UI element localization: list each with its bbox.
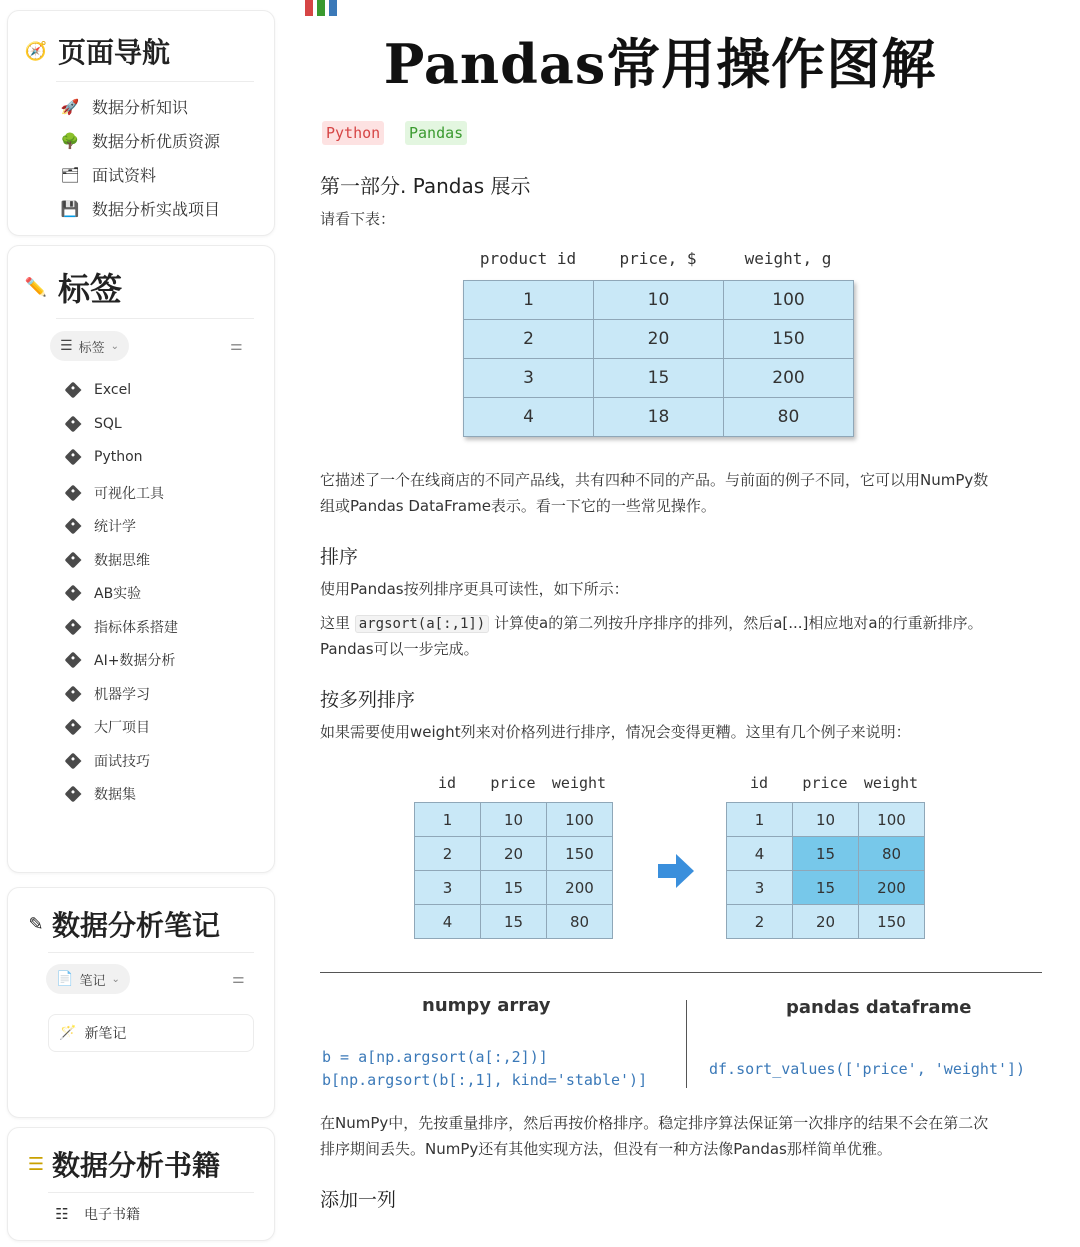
new-note-button[interactable] (48, 1014, 254, 1052)
tag-item-data-thinking[interactable] (64, 550, 150, 570)
right-col-header-weight: weight (863, 774, 919, 792)
tag-item-excel[interactable] (64, 382, 131, 398)
intro-text: 请看下表： (320, 210, 396, 228)
table-row (415, 871, 613, 905)
table-cell: 4 (727, 837, 793, 871)
tag-icon (64, 586, 82, 600)
sort-paragraph-2 (320, 610, 1040, 637)
table-cell: 100 (859, 803, 925, 837)
table-cell: 100 (724, 281, 854, 320)
table-cell: 150 (547, 837, 613, 871)
left-col-header-weight: weight (551, 774, 607, 792)
tag-item-metrics[interactable] (64, 617, 178, 637)
table-cell-highlighted: 200 (859, 871, 925, 905)
table-cell: 2 (415, 837, 481, 871)
tag-item-visualization[interactable] (64, 483, 164, 503)
tag-icon (64, 519, 82, 533)
table-cell-highlighted: 80 (859, 837, 925, 871)
tag-icon (64, 486, 82, 500)
nav-item-label: 数据分析实战项目 (92, 200, 221, 219)
tag-icon (64, 754, 82, 768)
tag-item-sql[interactable] (64, 416, 122, 432)
sliders-icon[interactable]: ⚌ (230, 338, 243, 354)
note-icon: 📄 (56, 971, 74, 987)
tags-card (7, 245, 275, 873)
books-item-label: 电子书籍 (84, 1207, 140, 1223)
numpy-code-line-1: b = a[np.argsort(a[:,2])] (322, 1048, 548, 1066)
table-cell: 10 (793, 803, 859, 837)
books-card (7, 1127, 275, 1241)
tag-icon (64, 417, 82, 431)
sorted-table (726, 802, 925, 939)
sort-p2-suffix: 计算使a的第二列按升序排序的排列，然后a[...]相应地对a的行重新排序。 (494, 614, 983, 632)
list-icon: ☰ (60, 338, 73, 354)
tag-item-datasets[interactable] (64, 784, 136, 804)
inline-code: argsort(a[:,1]) (355, 615, 489, 633)
tag-label: SQL (94, 416, 122, 432)
nav-title-text: 页面导航 (58, 36, 171, 69)
right-col-header-price: price (802, 774, 848, 792)
notes-filter-label: 笔记 (79, 973, 106, 989)
arrow-right-icon (656, 852, 696, 890)
tag-label: 指标体系搭建 (94, 620, 178, 636)
description-line-1: 它描述了一个在线商店的不同产品线，共有四种不同的产品。与前面的例子不同，它可以用NumPy数 (320, 471, 989, 489)
tag-label: 可视化工具 (94, 486, 164, 502)
unsorted-table (414, 802, 613, 939)
checklist-icon: ☷ (55, 1205, 69, 1223)
books-divider (48, 1192, 254, 1193)
table-row (727, 837, 925, 871)
multi-sort-paragraph: 如果需要使用weight列来对价格列进行排序，情况会变得更糟。这里有几个例子来说明： (320, 723, 911, 741)
pen-icon: ✎ (28, 913, 44, 935)
table-row (464, 281, 854, 320)
col-header-weight: weight, g (744, 249, 832, 268)
tree-icon: 🌳 (60, 131, 80, 150)
tag-icon (64, 450, 82, 464)
table-cell: 1 (464, 281, 594, 320)
right-col-header-id: id (749, 774, 769, 792)
tag-label: Excel (94, 382, 132, 398)
table-cell: 80 (724, 398, 854, 437)
numpy-code-line-2: b[np.argsort(b[:,1], kind='stable')] (322, 1071, 648, 1089)
table-cell: 4 (464, 398, 594, 437)
pandas-code: df.sort_values(['price', 'weight']) (709, 1060, 1026, 1078)
tag-label: AI+数据分析 (94, 653, 176, 669)
tag-icon (64, 787, 82, 801)
tag-label: 机器学习 (94, 687, 150, 703)
table-row (415, 905, 613, 939)
pandas-caption: pandas dataframe (786, 997, 972, 1018)
notes-divider (48, 952, 254, 953)
description-line-2: 组或Pandas DataFrame表示。看一下它的一些常见操作。 (320, 497, 716, 515)
logo-icon (305, 0, 353, 16)
tag-pen-icon: ✏️ (24, 276, 48, 298)
table-cell: 1 (415, 803, 481, 837)
table-cell: 2 (727, 905, 793, 939)
left-col-header-price: price (490, 774, 536, 792)
sort-heading: 排序 (320, 546, 359, 568)
multi-sort-heading: 按多列排序 (320, 689, 416, 711)
tag-label: Python (94, 449, 143, 465)
tag-icon (64, 720, 82, 734)
col-header-product-id: product id (479, 249, 577, 268)
notes-title-text: 数据分析笔记 (52, 909, 221, 942)
tag-label: 数据集 (94, 787, 136, 803)
table-cell: 20 (481, 837, 547, 871)
table-row (464, 359, 854, 398)
nav-item-label: 数据分析优质资源 (92, 132, 221, 151)
product-table (463, 280, 854, 437)
table-cell: 150 (724, 320, 854, 359)
nav-card-title (24, 31, 170, 71)
notes-card (7, 887, 275, 1118)
tag-label: 统计学 (94, 519, 136, 535)
nav-item-knowledge[interactable] (60, 95, 188, 118)
tag-item-ai-analysis[interactable] (64, 650, 175, 670)
table-cell: 20 (594, 320, 724, 359)
sort-paragraph-2-line-2: Pandas可以一步完成。 (320, 640, 479, 658)
divider (320, 972, 1042, 973)
table-cell: 150 (859, 905, 925, 939)
nav-item-label: 数据分析知识 (92, 98, 189, 117)
tags-divider (56, 318, 254, 319)
table-cell: 15 (481, 905, 547, 939)
table-cell: 20 (793, 905, 859, 939)
badge-pandas[interactable]: Pandas (405, 121, 467, 145)
tag-icon (64, 620, 82, 634)
numpy-caption: numpy array (422, 995, 551, 1016)
table-row (415, 837, 613, 871)
table-cell: 4 (415, 905, 481, 939)
nav-item-resources[interactable] (60, 129, 220, 152)
nav-item-interview[interactable] (60, 163, 156, 186)
table-cell: 10 (594, 281, 724, 320)
table-cell: 1 (727, 803, 793, 837)
books-item-ebooks[interactable] (52, 1204, 140, 1224)
tag-item-ml[interactable] (64, 684, 150, 704)
chevron-down-icon: ⌄ (111, 973, 120, 985)
table-cell: 15 (481, 871, 547, 905)
tag-label: 数据思维 (94, 553, 150, 569)
tag-label: AB实验 (94, 586, 142, 602)
tag-icon (64, 653, 82, 667)
badge-python[interactable]: Python (322, 121, 384, 145)
tag-icon (64, 553, 82, 567)
table-cell: 3 (464, 359, 594, 398)
sliders-icon[interactable]: ⚌ (232, 971, 245, 987)
table-cell: 200 (724, 359, 854, 398)
tag-icon (64, 687, 82, 701)
left-col-header-id: id (437, 774, 457, 792)
notes-filter-pill[interactable] (46, 964, 130, 994)
tag-item-statistics[interactable] (64, 516, 136, 536)
table-row (415, 803, 613, 837)
tags-card-title (24, 264, 122, 310)
nav-item-projects[interactable] (60, 197, 220, 220)
floppy-icon: 💾 (60, 199, 80, 218)
stable-sort-line-1: 在NumPy中，先按重量排序，然后再按价格排序。稳定排序算法保证第一次排序的结果不会在第二次 (320, 1114, 989, 1132)
tag-label: 面试技巧 (94, 754, 150, 770)
nav-item-label: 面试资料 (92, 166, 157, 185)
table-row (727, 905, 925, 939)
books-title-text: 数据分析书籍 (52, 1149, 221, 1182)
table-row (727, 871, 925, 905)
nav-card (7, 10, 275, 236)
rocket-icon: 🚀 (60, 97, 80, 116)
table-row (464, 398, 854, 437)
table-cell: 2 (464, 320, 594, 359)
tags-filter-pill[interactable] (50, 331, 129, 361)
tag-label: 大厂项目 (94, 720, 150, 736)
table-cell: 15 (594, 359, 724, 398)
sort-p2-prefix: 这里 (320, 614, 351, 632)
tag-icon (64, 383, 82, 397)
checklist-icon: ☰ (27, 1153, 45, 1175)
table-cell: 10 (481, 803, 547, 837)
tag-item-big-projects[interactable] (64, 717, 150, 737)
table-row (727, 803, 925, 837)
table-cell: 100 (547, 803, 613, 837)
stable-sort-line-2: 排序期间丢失。NumPy还有其他实现方法，但没有一种方法像Pandas那样简单优雅。 (320, 1140, 892, 1158)
new-note-label: 新笔记 (84, 1026, 127, 1042)
chevron-down-icon: ⌄ (110, 340, 119, 352)
vertical-divider (686, 1000, 687, 1088)
table-cell: 18 (594, 398, 724, 437)
table-cell: 3 (727, 871, 793, 905)
tags-title-text: 标签 (58, 270, 123, 308)
table-cell: 3 (415, 871, 481, 905)
table-cell-highlighted: 15 (793, 871, 859, 905)
compass-icon: 🧭 (24, 40, 48, 62)
tags-filter-label: 标签 (78, 340, 105, 356)
table-cell: 200 (547, 871, 613, 905)
tag-item-interview-tips[interactable] (64, 751, 150, 771)
notes-card-title (24, 904, 220, 944)
nav-divider (56, 81, 254, 82)
sort-paragraph-1: 使用Pandas按列排序更具可读性，如下所示： (320, 580, 629, 598)
tag-item-python[interactable] (64, 449, 143, 465)
books-card-title (24, 1144, 220, 1184)
tag-item-ab-test[interactable] (64, 583, 141, 603)
magic-wand-icon: 🪄 (59, 1025, 77, 1041)
document-icon: 🗂 (60, 165, 80, 184)
table-cell: 80 (547, 905, 613, 939)
section1-heading: 第一部分. Pandas 展示 (320, 174, 531, 198)
add-column-heading: 添加一列 (320, 1189, 397, 1211)
page-title: Pandas常用操作图解 (383, 32, 937, 96)
table-cell-highlighted: 15 (793, 837, 859, 871)
table-row (464, 320, 854, 359)
col-header-price: price, $ (619, 249, 697, 268)
